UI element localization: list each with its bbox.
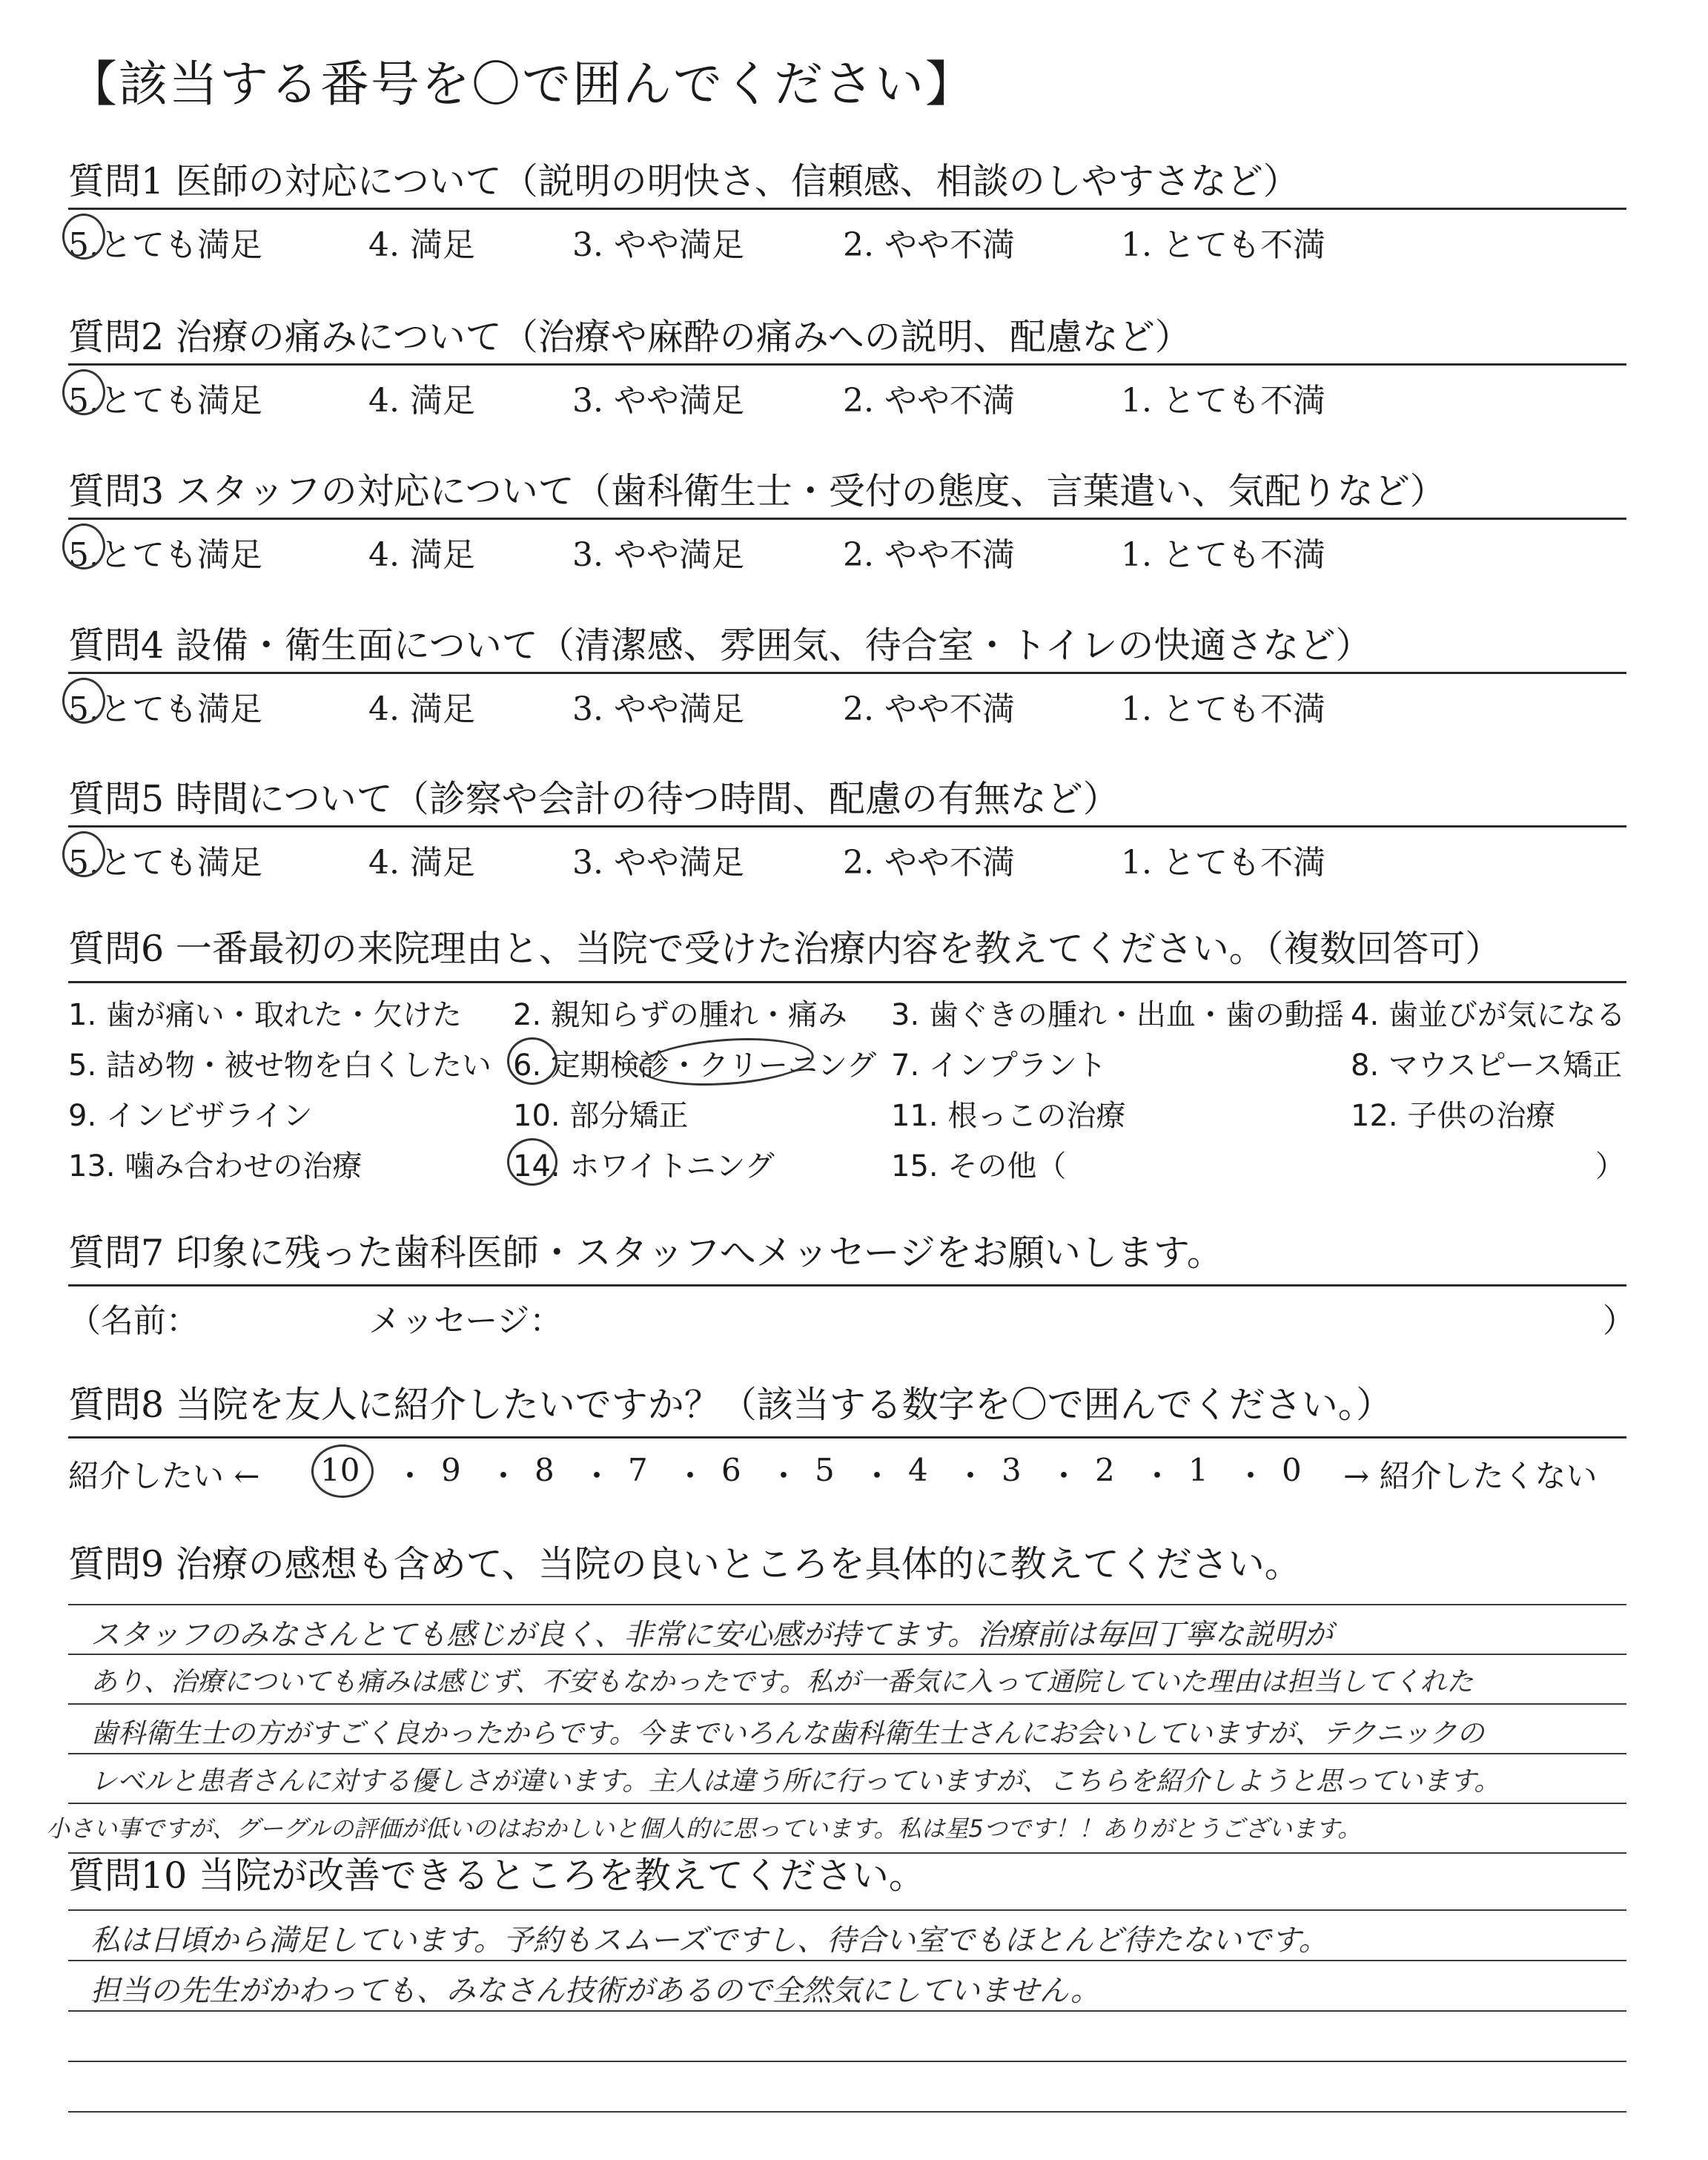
- scale-left-label: 紹介したい ←: [68, 1458, 260, 1494]
- treatment-option-9[interactable]: 9. インビザライン: [68, 1099, 313, 1133]
- question-6: [68, 928, 1626, 1198]
- scale-value-0[interactable]: 0: [1282, 1452, 1302, 1488]
- rating-option-2[interactable]: 2. やや不満: [843, 382, 1015, 420]
- scale-value-8[interactable]: 8: [534, 1452, 555, 1488]
- writing-line: [68, 2010, 1626, 2012]
- treatment-option-4[interactable]: 4. 歯並びが気になる: [1351, 998, 1626, 1032]
- rating-option-3[interactable]: 3. やや満足: [572, 382, 744, 420]
- rating-option-5[interactable]: 5.とても満足: [68, 382, 262, 420]
- rating-option-5[interactable]: 5.とても満足: [68, 536, 262, 574]
- close-paren: ）: [1603, 1302, 1635, 1340]
- scale-value-1[interactable]: 1: [1188, 1452, 1208, 1488]
- writing-line: [68, 1753, 1626, 1754]
- rating-option-2[interactable]: 2. やや不満: [843, 226, 1015, 264]
- rating-option-4[interactable]: 4. 満足: [368, 844, 475, 882]
- question-title: 質問6 一番最初の来院理由と、当院で受けた治療内容を教えてください。（複数回答可）: [68, 928, 1502, 970]
- rating-option-2[interactable]: 2. やや不満: [843, 844, 1015, 882]
- scale-separator: ・: [768, 1458, 800, 1494]
- other-close-paren: ）: [1595, 1149, 1625, 1183]
- rating-option-3[interactable]: 3. やや満足: [572, 536, 744, 574]
- handwritten-line: スタッフのみなさんとても感じが良く、非常に安心感が持てます。治療前は毎回丁寧な説明が: [90, 1618, 1333, 1652]
- rating-option-4[interactable]: 4. 満足: [368, 690, 475, 728]
- treatment-option-13[interactable]: 13. 噛み合わせの治療: [68, 1149, 363, 1183]
- divider: [68, 363, 1626, 366]
- question-title: 質問9 治療の感想も含めて、当院の良いところを具体的に教えてください。: [68, 1543, 1301, 1585]
- rating-option-5[interactable]: 5.とても満足: [68, 690, 262, 728]
- scale-value-4[interactable]: 4: [908, 1452, 928, 1488]
- writing-line: [68, 1803, 1626, 1804]
- handwritten-line: 私は日頃から満足しています。予約もスムーズですし、待合い室でもほとんど待たないです。: [90, 1923, 1328, 1958]
- scale-separator: ・: [955, 1458, 987, 1494]
- scale-separator: ・: [1048, 1458, 1080, 1494]
- divider: [68, 208, 1626, 210]
- rating-option-1[interactable]: 1. とても不満: [1121, 536, 1325, 574]
- divider: [68, 825, 1626, 828]
- treatment-option-12[interactable]: 12. 子供の治療: [1351, 1099, 1556, 1133]
- treatment-option-1[interactable]: 1. 歯が痛い・取れた・欠けた: [68, 998, 462, 1032]
- question-4: [68, 624, 1626, 739]
- question-3: [68, 470, 1626, 584]
- treatment-option-3[interactable]: 3. 歯ぐきの腫れ・出血・歯の動揺: [891, 998, 1344, 1032]
- selected-answer-circle: [507, 1037, 557, 1085]
- treatment-option-8[interactable]: 8. マウスピース矯正: [1351, 1048, 1623, 1083]
- scale-separator: ・: [581, 1458, 613, 1494]
- treatment-option-6[interactable]: 6. 定期検診・クリーニング: [513, 1048, 877, 1083]
- scale-value-5[interactable]: 5: [815, 1452, 835, 1488]
- handwritten-line: あり、治療についても痛みは感じず、不安もなかったです。私が一番気に入って通院していた理由は担当してくれた: [90, 1667, 1474, 1697]
- writing-line: [68, 1852, 1626, 1854]
- selected-answer-circle: [62, 678, 105, 724]
- question-2: [68, 316, 1626, 430]
- question-9: [46, 1543, 1626, 1843]
- question-5: [68, 778, 1626, 892]
- scale-separator: ・: [488, 1458, 520, 1494]
- scale-value-2[interactable]: 2: [1095, 1452, 1115, 1488]
- writing-line: [68, 1960, 1626, 1961]
- divider: [68, 518, 1626, 520]
- rating-option-3[interactable]: 3. やや満足: [572, 690, 744, 728]
- rating-option-5[interactable]: 5.とても満足: [68, 844, 262, 882]
- divider: [68, 1284, 1626, 1287]
- scale-value-6[interactable]: 6: [721, 1452, 741, 1488]
- selected-answer-circle: [62, 369, 105, 415]
- message-label: メッセージ：: [368, 1302, 563, 1340]
- question-1: [68, 160, 1626, 274]
- rating-option-1[interactable]: 1. とても不満: [1121, 226, 1325, 264]
- treatment-option-15[interactable]: 15. その他（: [891, 1149, 1067, 1183]
- rating-option-5[interactable]: 5.とても満足: [68, 226, 262, 264]
- scale-right-label: → 紹介したくない: [1343, 1458, 1598, 1494]
- writing-line: [68, 2061, 1626, 2062]
- question-title: 質問8 当院を友人に紹介したいですか？（該当する数字を〇で囲んでください。）: [68, 1384, 1393, 1426]
- rating-option-4[interactable]: 4. 満足: [368, 536, 475, 574]
- writing-line: [68, 1909, 1626, 1911]
- question-7: [68, 1232, 1635, 1340]
- selected-answer-circle: [507, 1138, 557, 1186]
- handwritten-line: 歯科衛生士の方がすごく良かったからです。今までいろんな歯科衛生士さんにお会いしていますが、テクニックの: [90, 1717, 1484, 1749]
- rating-option-3[interactable]: 3. やや満足: [572, 226, 744, 264]
- question-title: 質問3 スタッフの対応について（歯科衛生士・受付の態度、言葉遣い、気配りなど）: [68, 470, 1446, 512]
- treatment-option-11[interactable]: 11. 根っこの治療: [891, 1099, 1126, 1133]
- scale-separator: ・: [394, 1458, 426, 1494]
- question-8: [68, 1384, 1626, 1498]
- treatment-option-14[interactable]: 14. ホワイトニング: [513, 1149, 775, 1183]
- scale-separator: ・: [1235, 1458, 1267, 1494]
- selected-answer-circle: [62, 831, 105, 877]
- treatment-option-7[interactable]: 7. インプラント: [891, 1048, 1107, 1083]
- question-title: 質問7 印象に残った歯科医師・スタッフへメッセージをお願いします。: [68, 1232, 1223, 1274]
- name-label: （名前：: [68, 1302, 199, 1340]
- scale-separator: ・: [1142, 1458, 1174, 1494]
- question-10: [68, 1857, 1626, 2154]
- question-title: 質問2 治療の痛みについて（治療や麻酔の痛みへの説明、配慮など）: [68, 316, 1191, 358]
- rating-option-1[interactable]: 1. とても不満: [1121, 690, 1325, 728]
- rating-option-1[interactable]: 1. とても不満: [1121, 382, 1325, 420]
- writing-line: [68, 1654, 1626, 1655]
- form-instruction-header: 【該当する番号を〇で囲んでください】: [68, 56, 976, 113]
- scale-value-3[interactable]: 3: [1002, 1452, 1022, 1488]
- treatment-option-5[interactable]: 5. 詰め物・被せ物を白くしたい: [68, 1048, 491, 1083]
- scale-separator: ・: [675, 1458, 706, 1494]
- divider: [68, 1436, 1626, 1439]
- selected-answer-circle: [62, 214, 105, 260]
- rating-option-1[interactable]: 1. とても不満: [1121, 844, 1325, 882]
- writing-line: [68, 1703, 1626, 1705]
- question-title: 質問4 設備・衛生面について（清潔感、雰囲気、待合室・トイレの快適さなど）: [68, 624, 1372, 667]
- rating-option-3[interactable]: 3. やや満足: [572, 844, 744, 882]
- scale-separator: ・: [861, 1458, 893, 1494]
- treatment-option-10[interactable]: 10. 部分矯正: [513, 1099, 689, 1133]
- question-title: 質問10 当院が改善できるところを教えてください。: [68, 1855, 925, 1897]
- question-title: 質問5 時間について（診察や会計の待つ時間、配慮の有無など）: [68, 778, 1119, 820]
- divider: [68, 981, 1626, 983]
- rating-option-4[interactable]: 4. 満足: [368, 382, 475, 420]
- selected-answer-circle: [311, 1444, 374, 1498]
- divider: [68, 672, 1626, 674]
- scale-value-10[interactable]: 10: [320, 1452, 360, 1488]
- rating-option-2[interactable]: 2. やや不満: [843, 690, 1015, 728]
- rating-option-4[interactable]: 4. 満足: [368, 226, 475, 264]
- treatment-option-2[interactable]: 2. 親知らずの腫れ・痛み: [513, 998, 847, 1032]
- scale-value-7[interactable]: 7: [628, 1452, 648, 1488]
- question-title: 質問1 医師の対応について（説明の明快さ、信頼感、相談のしやすさなど）: [68, 160, 1300, 202]
- scale-value-9[interactable]: 9: [441, 1452, 461, 1488]
- selected-answer-circle: [62, 524, 105, 569]
- handwritten-line: レベルと患者さんに対する優しさが違います。主人は違う所に行っていますが、こちらを紹介しようと思っています。: [90, 1766, 1501, 1797]
- handwritten-line: 小さい事ですが、グーグルの評価が低いのはおかしいと個人的に思っています。私は星5つです！！ありがとうございます。: [46, 1814, 1362, 1843]
- rating-option-2[interactable]: 2. やや不満: [843, 536, 1015, 574]
- writing-line: [68, 1604, 1626, 1605]
- writing-line: [68, 2111, 1626, 2113]
- handwritten-line: 担当の先生がかわっても、みなさん技術があるので全然気にしていません。: [90, 1974, 1100, 2008]
